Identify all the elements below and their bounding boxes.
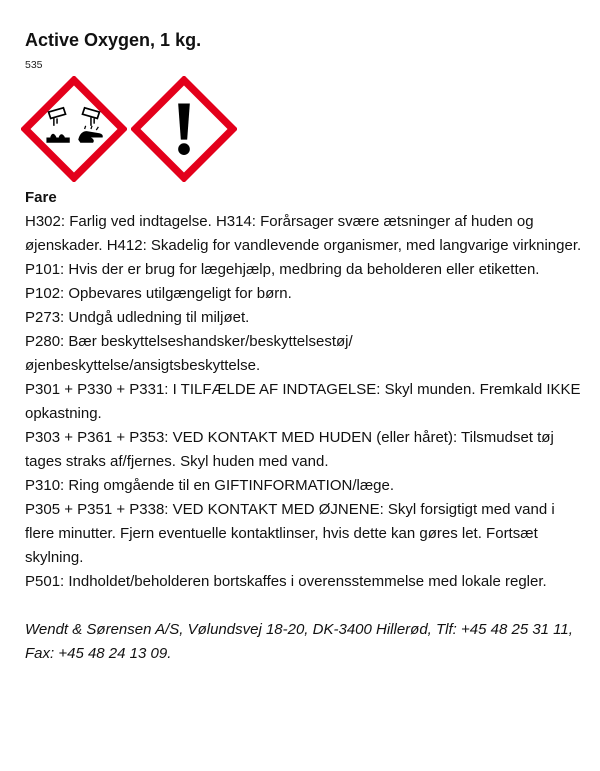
- statement-p101: P101: Hvis der er brug for lægehjælp, medbring da beholderen eller etiketten.: [25, 261, 540, 278]
- statement-p301: P301 + P330 + P331: I TILFÆLDE AF INDTAGELSE: Skyl munden. Fremkald IKKE opkastning.: [25, 381, 581, 422]
- statement-p273: P273: Undgå udledning til miljøet.: [25, 309, 250, 326]
- product-title: Active Oxygen, 1 kg.: [25, 30, 202, 50]
- company-info: Wendt & Sørensen A/S, Vølundsvej 18-20, DK-3400 Hillerød, Tlf: +45 48 25 31 11, Fax: +45 48 24 13 09.: [25, 621, 573, 662]
- exclamation-mark-icon: [131, 76, 237, 182]
- corrosion-icon: [21, 76, 127, 182]
- hazard-pictograms: [25, 76, 585, 186]
- statement-p310: P310: Ring omgående til en GIFTINFORMATION/læge.: [25, 477, 395, 494]
- signal-word: Fare: [25, 189, 57, 206]
- label-page: [25, 28, 585, 666]
- statement-p303: P303 + P361 + P353: VED KONTAKT MED HUDEN (eller håret): Tilsmudset tøj tages straks af/fjernes. Skyl huden med vand.: [25, 429, 554, 470]
- statement-p102: P102: Opbevares utilgængeligt for børn.: [25, 285, 292, 302]
- product-code: 535: [25, 59, 43, 71]
- statement-p501: P501: Indholdet/beholderen bortskaffes i overensstemmelse med lokale regler.: [25, 573, 547, 590]
- hazard-statements: [25, 210, 585, 594]
- statement-h: H302: Farlig ved indtagelse. H314: Forårsager svære ætsninger af huden og øjenskader. H412: Skadelig for vandlevende organismer, med langvarige virkninger.: [25, 213, 582, 254]
- statement-p280: P280: Bær beskyttelseshandsker/beskyttelsestøj/ øjenbeskyttelse/ansigtsbeskyttelse.: [25, 333, 353, 374]
- statement-p305: P305 + P351 + P338: VED KONTAKT MED ØJNENE: Skyl forsigtigt med vand i flere minutter. Fjern eventuelle kontaktlinser, hvis dette kan gøres let. Fortsæt skylning.: [25, 501, 555, 566]
